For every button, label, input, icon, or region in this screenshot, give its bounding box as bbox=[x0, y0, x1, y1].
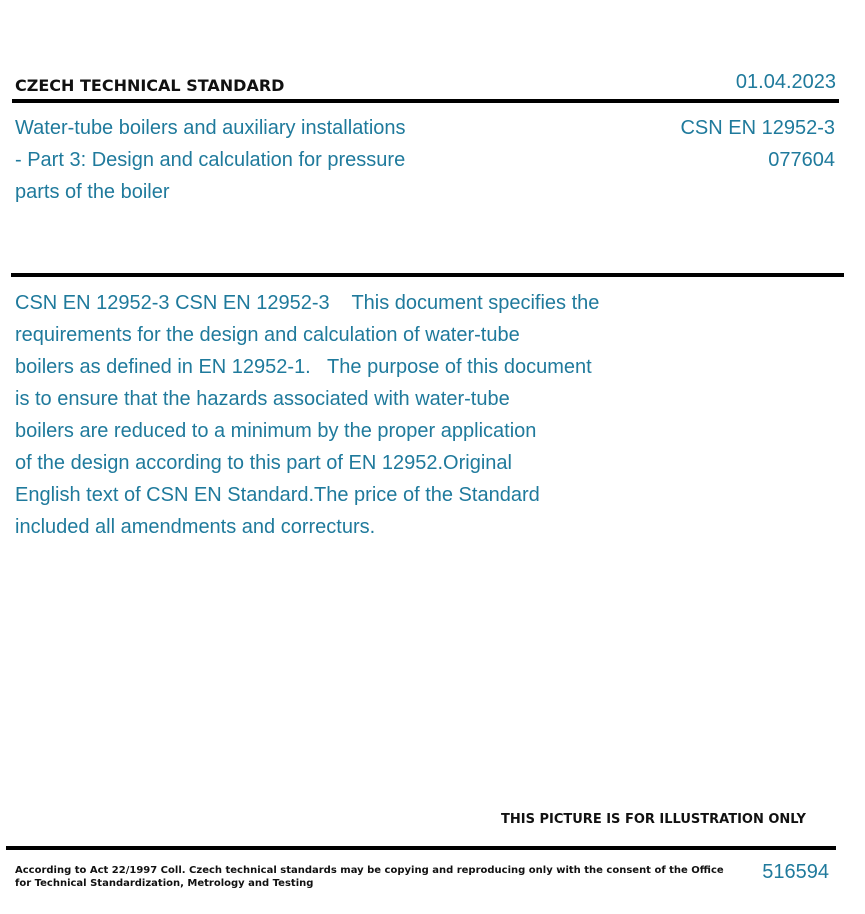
description-line: English text of CSN EN Standard.The price of the Standard bbox=[15, 484, 540, 506]
publication-date: 01.04.2023 bbox=[735, 71, 836, 93]
standard-code: CSN EN 12952-3 bbox=[680, 117, 835, 139]
legal-notice bbox=[15, 864, 724, 890]
title-divider bbox=[11, 273, 844, 277]
description-line: of the design according to this part of EN 12952.Original bbox=[15, 452, 512, 474]
title-line: - Part 3: Design and calculation for pressure bbox=[15, 149, 406, 171]
title-line: Water-tube boilers and auxiliary installations bbox=[15, 117, 406, 139]
legal-line: According to Act 22/1997 Coll. Czech technical standards may be copying and reproducing only with the consent of the Office bbox=[15, 865, 724, 876]
footer-divider bbox=[6, 846, 836, 850]
standard-identifiers bbox=[680, 112, 835, 176]
standard-label: CZECH TECHNICAL STANDARD bbox=[15, 76, 285, 95]
description-line: included all amendments and correcturs. bbox=[15, 516, 376, 538]
description-line: requirements for the design and calculation of water-tube bbox=[15, 324, 520, 346]
description-line: boilers are reduced to a minimum by the proper application bbox=[15, 420, 537, 442]
description-line: is to ensure that the hazards associated with water-tube bbox=[15, 388, 510, 410]
standard-title bbox=[15, 112, 406, 208]
title-line: parts of the boiler bbox=[15, 181, 170, 203]
catalog-number: 077604 bbox=[768, 149, 835, 171]
description-line: CSN EN 12952-3 CSN EN 12952-3 This document specifies the bbox=[15, 292, 600, 314]
description-line: boilers as defined in EN 12952-1. The purpose of this document bbox=[15, 356, 592, 378]
description bbox=[15, 287, 599, 543]
legal-line: for Technical Standardization, Metrology and Testing bbox=[15, 878, 314, 889]
illustration-notice: THIS PICTURE IS FOR ILLUSTRATION ONLY bbox=[501, 812, 806, 827]
header-divider bbox=[12, 99, 839, 103]
document-id: 516594 bbox=[762, 861, 829, 883]
